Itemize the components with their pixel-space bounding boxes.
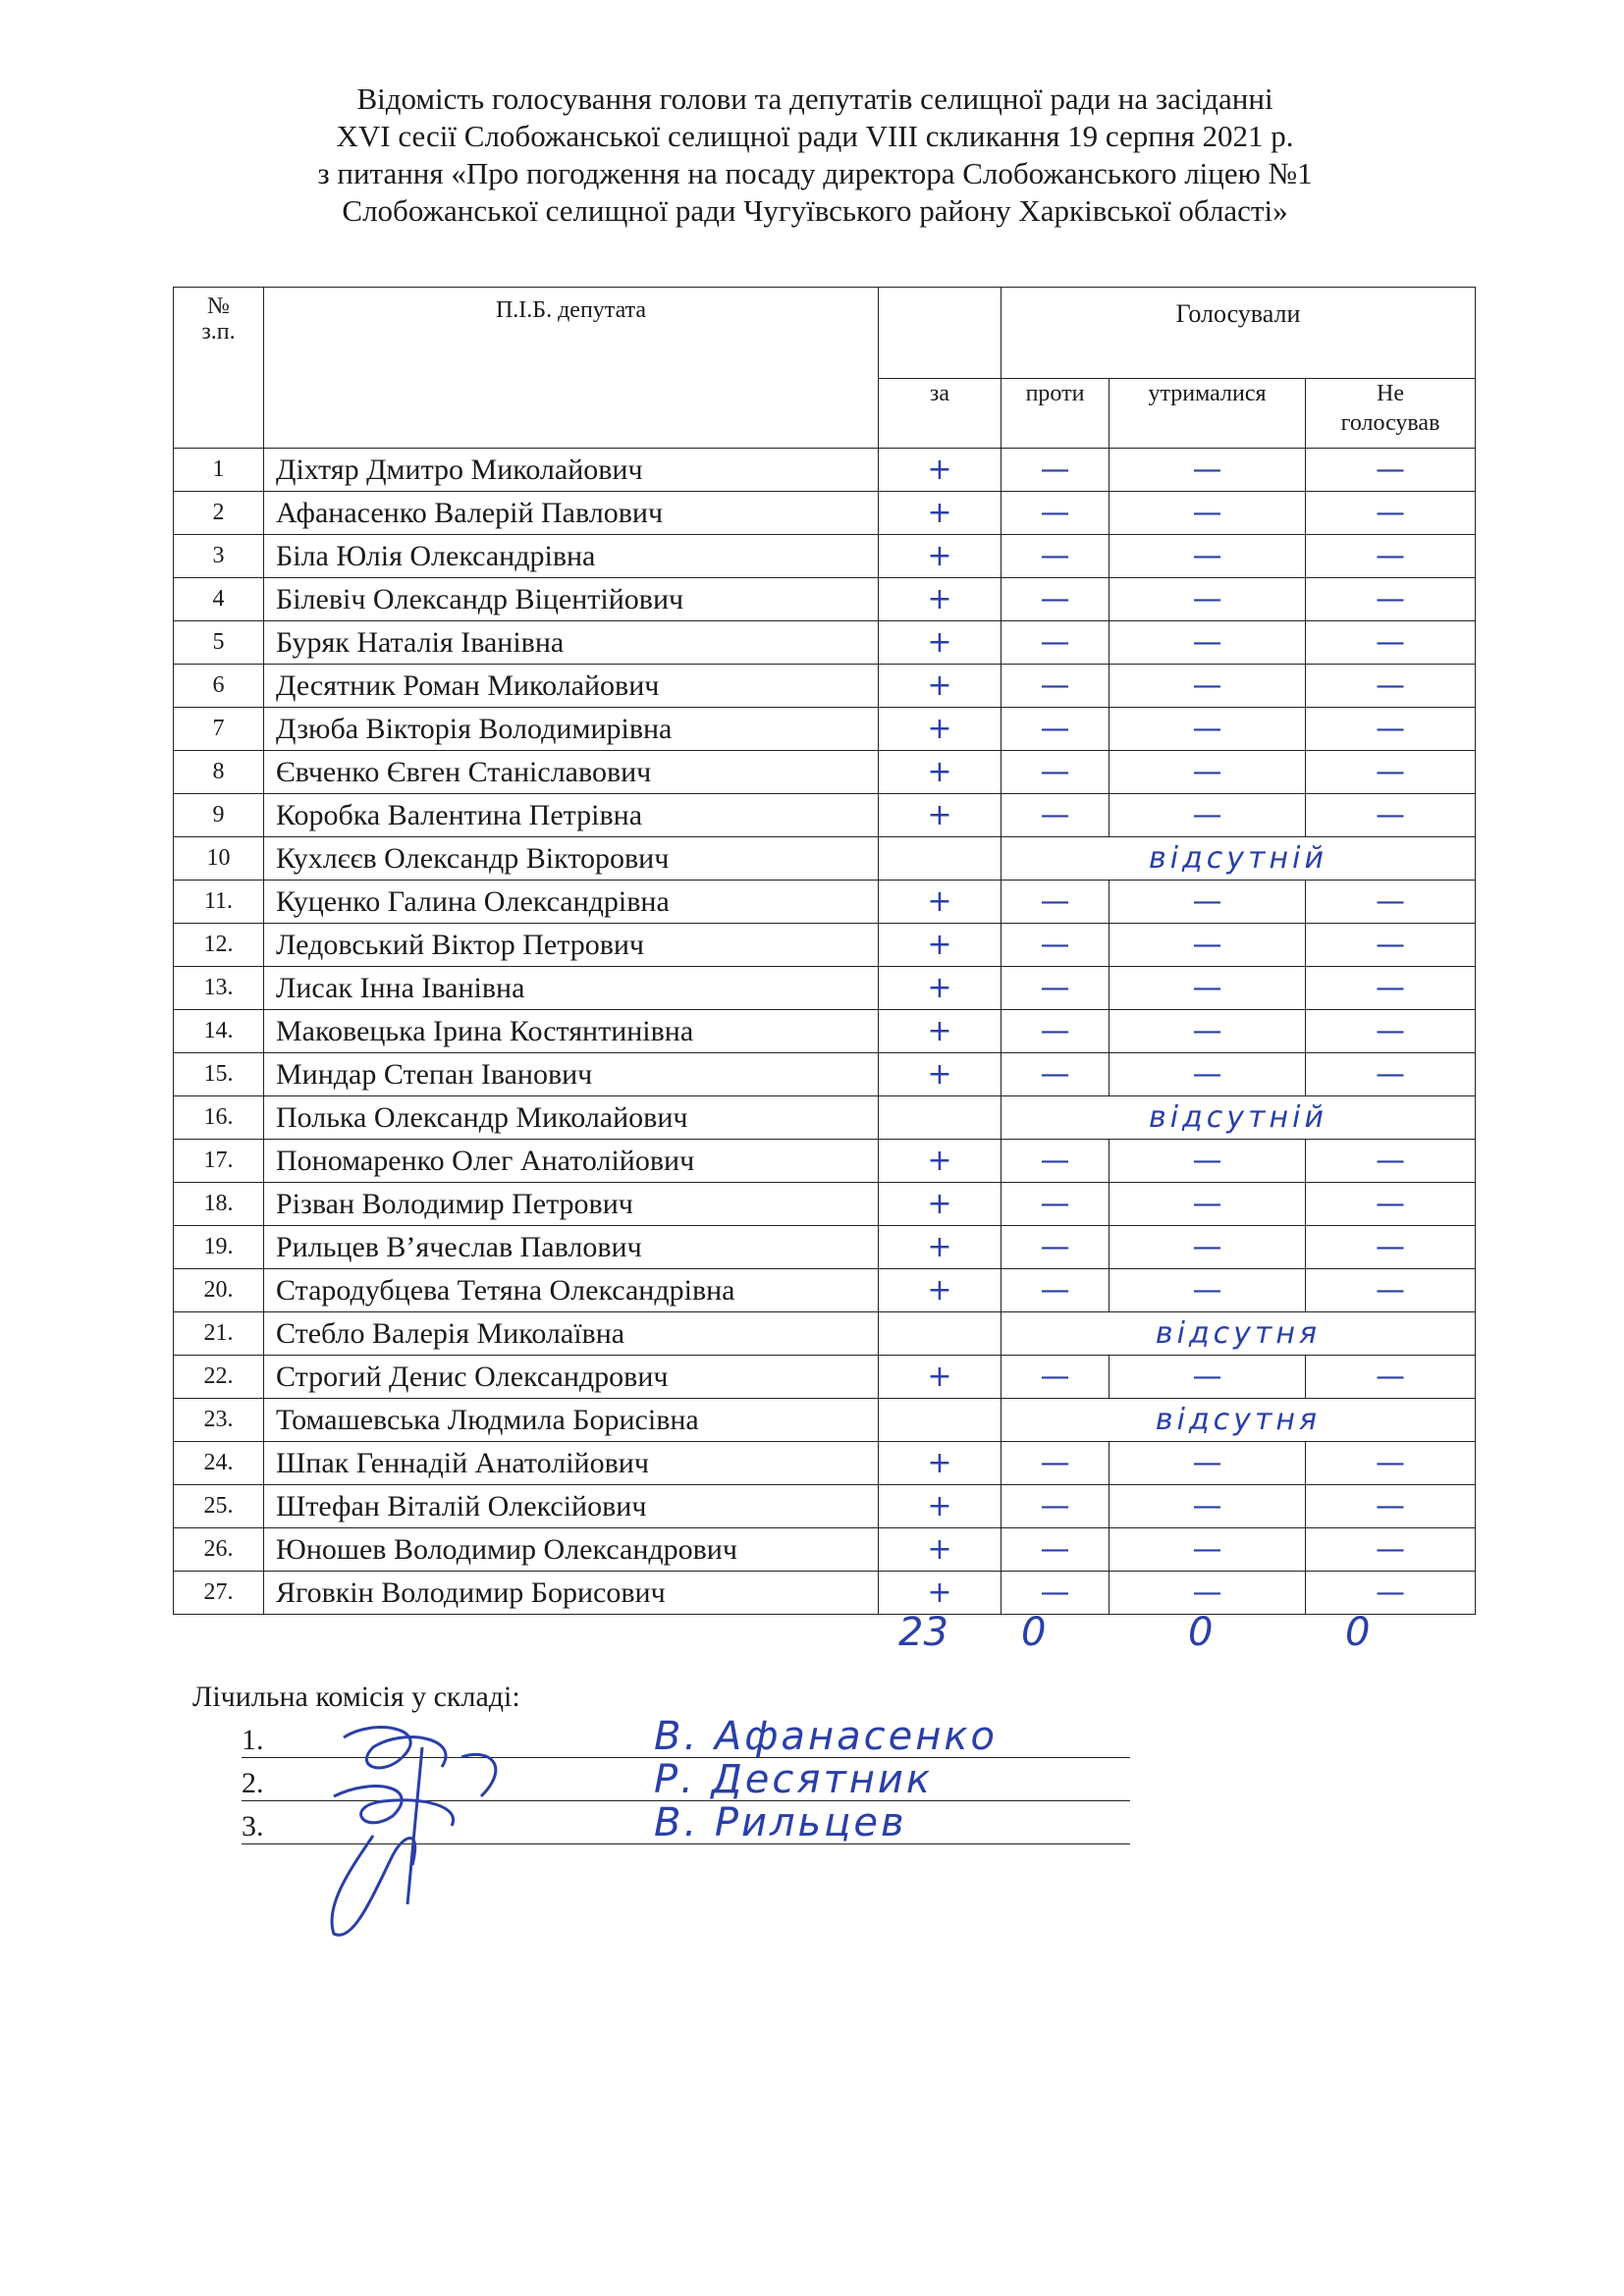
vote-abstained: — bbox=[1110, 1442, 1306, 1485]
vote-abstained: — bbox=[1110, 1053, 1306, 1096]
row-number: 19. bbox=[174, 1226, 264, 1269]
vote-for bbox=[879, 1096, 1001, 1140]
table-row bbox=[174, 535, 1476, 578]
vote-abstained: — bbox=[1110, 492, 1306, 535]
deputy-name: Буряк Наталія Іванівна bbox=[264, 621, 879, 665]
deputy-name: Томашевська Людмила Борисівна bbox=[264, 1399, 879, 1442]
vote-against: — bbox=[1001, 1010, 1110, 1053]
deputy-name: Шпак Геннадій Анатолійович bbox=[264, 1442, 879, 1485]
vote-abstained: — bbox=[1110, 794, 1306, 837]
absent-note: відсутня bbox=[1001, 1312, 1476, 1356]
vote-abstained: — bbox=[1110, 1010, 1306, 1053]
header-name: П.І.Б. депутата bbox=[264, 288, 879, 449]
vote-not-voted: — bbox=[1306, 751, 1476, 794]
vote-for bbox=[879, 1312, 1001, 1356]
deputy-name: Коробка Валентина Петрівна bbox=[264, 794, 879, 837]
vote-against: — bbox=[1001, 578, 1110, 621]
deputy-name: Миндар Степан Іванович bbox=[264, 1053, 879, 1096]
vote-against: — bbox=[1001, 1226, 1110, 1269]
absent-note: відсутній bbox=[1001, 837, 1476, 881]
vote-not-voted: — bbox=[1306, 535, 1476, 578]
deputy-name: Дзюба Вікторія Володимирівна bbox=[264, 708, 879, 751]
vote-not-voted: — bbox=[1306, 492, 1476, 535]
header-not-voted-line-1: Не bbox=[1377, 381, 1404, 406]
row-number: 8 bbox=[174, 751, 264, 794]
table-row bbox=[174, 665, 1476, 708]
table-row bbox=[174, 708, 1476, 751]
title-line-2: XVI сесії Слобожанської селищної ради VIII скликання 19 серпня 2021 р. bbox=[336, 119, 1294, 153]
vote-for: + bbox=[879, 924, 1001, 967]
vote-abstained: — bbox=[1110, 1269, 1306, 1312]
table-row bbox=[174, 492, 1476, 535]
vote-against: — bbox=[1001, 1140, 1110, 1183]
vote-against: — bbox=[1001, 751, 1110, 794]
vote-not-voted: — bbox=[1306, 967, 1476, 1010]
signature-name-2: Р. Десятник bbox=[654, 1757, 934, 1802]
vote-against: — bbox=[1001, 535, 1110, 578]
table-row bbox=[174, 1572, 1476, 1615]
vote-abstained: — bbox=[1110, 665, 1306, 708]
vote-for: + bbox=[879, 1356, 1001, 1399]
vote-against: — bbox=[1001, 492, 1110, 535]
vote-abstained: — bbox=[1110, 578, 1306, 621]
signature-number-1: 1. bbox=[242, 1724, 264, 1756]
vote-for: + bbox=[879, 794, 1001, 837]
vote-abstained: — bbox=[1110, 1226, 1306, 1269]
vote-for: + bbox=[879, 1442, 1001, 1485]
vote-against: — bbox=[1001, 665, 1110, 708]
row-number: 17. bbox=[174, 1140, 264, 1183]
table-row bbox=[174, 578, 1476, 621]
signature-name-3: В. Рильцев bbox=[654, 1800, 907, 1845]
vote-against: — bbox=[1001, 924, 1110, 967]
vote-against: — bbox=[1001, 1572, 1110, 1615]
vote-for bbox=[879, 837, 1001, 881]
header-for: за bbox=[879, 379, 1001, 449]
table-row bbox=[174, 1053, 1476, 1096]
row-number: 27. bbox=[174, 1572, 264, 1615]
signature-number-2: 2. bbox=[242, 1767, 264, 1799]
table-row bbox=[174, 1485, 1476, 1528]
deputy-name: Строгий Денис Олександрович bbox=[264, 1356, 879, 1399]
vote-against: — bbox=[1001, 1442, 1110, 1485]
deputy-name: Десятник Роман Миколайович bbox=[264, 665, 879, 708]
vote-not-voted: — bbox=[1306, 1226, 1476, 1269]
vote-abstained: — bbox=[1110, 751, 1306, 794]
vote-not-voted: — bbox=[1306, 1053, 1476, 1096]
vote-abstained: — bbox=[1110, 708, 1306, 751]
deputy-name: Стебло Валерія Миколаївна bbox=[264, 1312, 879, 1356]
vote-against: — bbox=[1001, 1528, 1110, 1572]
table-row bbox=[174, 967, 1476, 1010]
table-row bbox=[174, 1183, 1476, 1226]
vote-against: — bbox=[1001, 621, 1110, 665]
vote-against: — bbox=[1001, 794, 1110, 837]
table-row bbox=[174, 1010, 1476, 1053]
header-number-line-1: № bbox=[207, 294, 230, 319]
vote-not-voted: — bbox=[1306, 881, 1476, 924]
deputy-name: Куценко Галина Олександрівна bbox=[264, 881, 879, 924]
deputy-name: Маковецька Ірина Костянтинівна bbox=[264, 1010, 879, 1053]
table-row bbox=[174, 1442, 1476, 1485]
row-number: 4 bbox=[174, 578, 264, 621]
vote-not-voted: — bbox=[1306, 1572, 1476, 1615]
title-line-3: з питання «Про погодження на посаду директора Слобожанського ліцею №1 bbox=[317, 156, 1313, 190]
vote-for: + bbox=[879, 1572, 1001, 1615]
vote-for: + bbox=[879, 578, 1001, 621]
table-row bbox=[174, 621, 1476, 665]
vote-abstained: — bbox=[1110, 1528, 1306, 1572]
vote-not-voted: — bbox=[1306, 1528, 1476, 1572]
row-number: 23. bbox=[174, 1399, 264, 1442]
row-number: 14. bbox=[174, 1010, 264, 1053]
total-not-voted: 0 bbox=[1345, 1610, 1371, 1655]
vote-for: + bbox=[879, 449, 1001, 492]
row-number: 6 bbox=[174, 665, 264, 708]
vote-not-voted: — bbox=[1306, 578, 1476, 621]
vote-not-voted: — bbox=[1306, 1010, 1476, 1053]
table-row bbox=[174, 1269, 1476, 1312]
vote-abstained: — bbox=[1110, 449, 1306, 492]
handwritten-signatures-icon bbox=[314, 1708, 569, 1953]
deputy-name: Євченко Євген Станіславович bbox=[264, 751, 879, 794]
row-number: 5 bbox=[174, 621, 264, 665]
absent-note: відсутній bbox=[1001, 1096, 1476, 1140]
header-number-line-2: з.п. bbox=[201, 319, 236, 345]
deputy-name: Афанасенко Валерій Павлович bbox=[264, 492, 879, 535]
table-row bbox=[174, 794, 1476, 837]
deputy-name: Ледовський Віктор Петрович bbox=[264, 924, 879, 967]
table-row bbox=[174, 449, 1476, 492]
row-number: 12. bbox=[174, 924, 264, 967]
header-number bbox=[174, 288, 264, 449]
vote-not-voted: — bbox=[1306, 1269, 1476, 1312]
vote-abstained: — bbox=[1110, 924, 1306, 967]
vote-not-voted: — bbox=[1306, 1183, 1476, 1226]
row-number: 24. bbox=[174, 1442, 264, 1485]
deputy-name: Лисак Інна Іванівна bbox=[264, 967, 879, 1010]
row-number: 1 bbox=[174, 449, 264, 492]
header-voted: Голосували bbox=[1001, 288, 1476, 379]
table-row bbox=[174, 924, 1476, 967]
signature-name-1: В. Афанасенко bbox=[654, 1714, 998, 1759]
vote-not-voted: — bbox=[1306, 621, 1476, 665]
vote-against: — bbox=[1001, 708, 1110, 751]
vote-for: + bbox=[879, 1485, 1001, 1528]
vote-for: + bbox=[879, 492, 1001, 535]
absent-note: відсутня bbox=[1001, 1399, 1476, 1442]
vote-for: + bbox=[879, 621, 1001, 665]
vote-abstained: — bbox=[1110, 1485, 1306, 1528]
row-number: 26. bbox=[174, 1528, 264, 1572]
row-number: 21. bbox=[174, 1312, 264, 1356]
vote-against: — bbox=[1001, 1269, 1110, 1312]
header-against: проти bbox=[1001, 379, 1110, 449]
vote-abstained: — bbox=[1110, 1356, 1306, 1399]
vote-abstained: — bbox=[1110, 1572, 1306, 1615]
header-abstained: утрималися bbox=[1110, 379, 1306, 449]
total-for: 23 bbox=[898, 1610, 948, 1655]
vote-not-voted: — bbox=[1306, 665, 1476, 708]
vote-abstained: — bbox=[1110, 1183, 1306, 1226]
vote-for bbox=[879, 1399, 1001, 1442]
vote-for: + bbox=[879, 1010, 1001, 1053]
deputy-name: Кухлєєв Олександр Вікторович bbox=[264, 837, 879, 881]
vote-for: + bbox=[879, 1528, 1001, 1572]
header-blank bbox=[879, 288, 1001, 379]
vote-not-voted: — bbox=[1306, 708, 1476, 751]
document-title bbox=[167, 80, 1463, 230]
vote-for: + bbox=[879, 665, 1001, 708]
deputy-name: Пономаренко Олег Анатолійович bbox=[264, 1140, 879, 1183]
vote-against: — bbox=[1001, 1183, 1110, 1226]
table-row bbox=[174, 1399, 1476, 1442]
voting-table bbox=[173, 287, 1476, 1615]
deputy-name: Рильцев В’ячеслав Павлович bbox=[264, 1226, 879, 1269]
vote-against: — bbox=[1001, 967, 1110, 1010]
vote-abstained: — bbox=[1110, 1140, 1306, 1183]
row-number: 20. bbox=[174, 1269, 264, 1312]
vote-for: + bbox=[879, 1140, 1001, 1183]
table-row bbox=[174, 1226, 1476, 1269]
title-line-1: Відомість голосування голови та депутатів селищної ради на засіданні bbox=[356, 81, 1273, 116]
table-row bbox=[174, 1312, 1476, 1356]
deputy-name: Різван Володимир Петрович bbox=[264, 1183, 879, 1226]
vote-not-voted: — bbox=[1306, 1442, 1476, 1485]
table-row bbox=[174, 1528, 1476, 1572]
vote-not-voted: — bbox=[1306, 794, 1476, 837]
table-row bbox=[174, 881, 1476, 924]
deputy-name: Біла Юлія Олександрівна bbox=[264, 535, 879, 578]
row-number: 13. bbox=[174, 967, 264, 1010]
total-against: 0 bbox=[1021, 1610, 1047, 1655]
header-not-voted bbox=[1306, 379, 1476, 449]
title-line-4: Слобожанської селищної ради Чугуївського району Харківської області» bbox=[342, 193, 1288, 228]
vote-for: + bbox=[879, 967, 1001, 1010]
vote-not-voted: — bbox=[1306, 449, 1476, 492]
vote-abstained: — bbox=[1110, 881, 1306, 924]
vote-against: — bbox=[1001, 1053, 1110, 1096]
deputy-name: Яговкін Володимир Борисович bbox=[264, 1572, 879, 1615]
deputy-name: Білевіч Олександр Віцентійович bbox=[264, 578, 879, 621]
table-row bbox=[174, 1096, 1476, 1140]
table-row bbox=[174, 751, 1476, 794]
row-number: 18. bbox=[174, 1183, 264, 1226]
vote-for: + bbox=[879, 1053, 1001, 1096]
row-number: 9 bbox=[174, 794, 264, 837]
signature-number-3: 3. bbox=[242, 1810, 264, 1842]
row-number: 11. bbox=[174, 881, 264, 924]
row-number: 2 bbox=[174, 492, 264, 535]
vote-not-voted: — bbox=[1306, 924, 1476, 967]
row-number: 25. bbox=[174, 1485, 264, 1528]
deputy-name: Діхтяр Дмитро Миколайович bbox=[264, 449, 879, 492]
deputy-name: Юношев Володимир Олександрович bbox=[264, 1528, 879, 1572]
vote-for: + bbox=[879, 708, 1001, 751]
vote-for: + bbox=[879, 1183, 1001, 1226]
vote-not-voted: — bbox=[1306, 1356, 1476, 1399]
commission-label: Лічильна комісія у складі: bbox=[192, 1681, 520, 1713]
vote-abstained: — bbox=[1110, 967, 1306, 1010]
row-number: 10 bbox=[174, 837, 264, 881]
table-body bbox=[174, 449, 1476, 1615]
row-number: 22. bbox=[174, 1356, 264, 1399]
vote-for: + bbox=[879, 1226, 1001, 1269]
table-row bbox=[174, 1140, 1476, 1183]
vote-abstained: — bbox=[1110, 621, 1306, 665]
deputy-name: Полька Олександр Миколайович bbox=[264, 1096, 879, 1140]
vote-abstained: — bbox=[1110, 535, 1306, 578]
vote-for: + bbox=[879, 1269, 1001, 1312]
row-number: 15. bbox=[174, 1053, 264, 1096]
vote-for: + bbox=[879, 751, 1001, 794]
total-abstained: 0 bbox=[1188, 1610, 1214, 1655]
vote-not-voted: — bbox=[1306, 1485, 1476, 1528]
header-not-voted-line-2: голосував bbox=[1340, 410, 1440, 436]
row-number: 3 bbox=[174, 535, 264, 578]
vote-against: — bbox=[1001, 449, 1110, 492]
deputy-name: Стародубцева Тетяна Олександрівна bbox=[264, 1269, 879, 1312]
vote-against: — bbox=[1001, 1356, 1110, 1399]
row-number: 16. bbox=[174, 1096, 264, 1140]
vote-against: — bbox=[1001, 1485, 1110, 1528]
vote-against: — bbox=[1001, 881, 1110, 924]
vote-for: + bbox=[879, 881, 1001, 924]
deputy-name: Штефан Віталій Олексійович bbox=[264, 1485, 879, 1528]
table-row bbox=[174, 1356, 1476, 1399]
table-row bbox=[174, 837, 1476, 881]
vote-not-voted: — bbox=[1306, 1140, 1476, 1183]
vote-for: + bbox=[879, 535, 1001, 578]
row-number: 7 bbox=[174, 708, 264, 751]
